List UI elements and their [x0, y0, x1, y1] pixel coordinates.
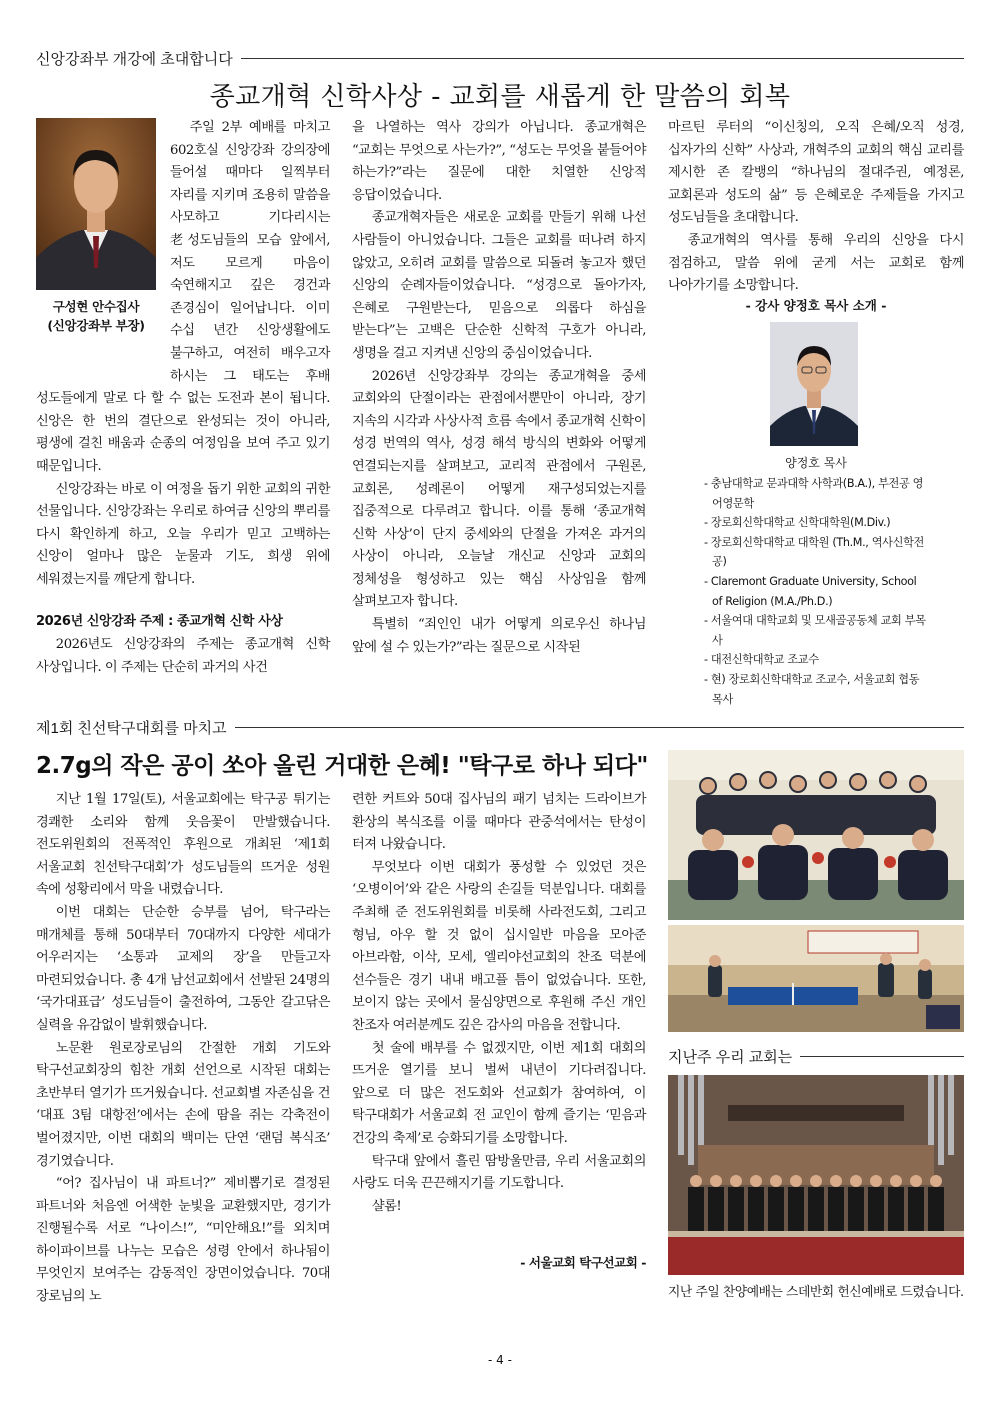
header-rule: [235, 727, 964, 728]
section-header-lastweek: [668, 1046, 964, 1067]
section-label: 지난주 우리 교회는: [668, 1049, 793, 1066]
author-role: (신앙강좌부 부장): [47, 318, 145, 333]
article1-column-2: [352, 117, 646, 659]
paragraph: 첫 술에 배부를 수 없겠지만, 이번 제1회 대회의 뜨거운 열기를 보니 벌써 내년이 기다려집니다. 앞으로 더 많은 전도회와 선교회가 참여하여, 이 탁구대회가 서울교회 전 교인이 함께 즐기는 ‘믿음과 건강의 축제’로 승화되기를 소망합니다.: [352, 1040, 646, 1146]
paragraph: 지난 1월 17일(토), 서울교회에는 탁구공 튀기는 경쾌한 소리와 함께 웃음꽃이 만발했습니다. 전도위원회의 전폭적인 후원으로 개최된 ‘제1회 서울교회 친선탁구대회’가 성도님들의 뜨거운 성원 속에 성황리에서 막을 내렸습니다.: [36, 792, 330, 898]
paragraph: 종교개혁의 역사를 통해 우리의 신앙을 다시 점검하고, 말씀 위에 굳게 서는 교회로 함께 나아가기를 소망합니다.: [668, 232, 964, 294]
photo-wrap-spacer: [36, 117, 170, 367]
paragraph: 탁구대 앞에서 흘린 땀방울만큼, 우리 서울교회의 사랑도 더욱 끈끈해지기를 기도합니다.: [352, 1153, 646, 1192]
career-item: - 서울여대 대학교회 및 모새골공동체 교회 부목사: [704, 611, 928, 650]
career-item: - 현) 장로회신학대학교 조교수, 서울교회 협동목사: [704, 670, 928, 709]
page-number: - 4 -: [488, 1353, 512, 1367]
lecturer-career-list: [704, 474, 928, 709]
choir-caption: [668, 1282, 964, 1304]
section-header-lectures: [36, 48, 964, 69]
section-header-tabletennis: [36, 717, 964, 738]
career-item: - 충남대학교 문과대학 사학과(B.A.), 부전공 영어영문학: [704, 474, 928, 513]
career-item: - Claremont Graduate University, School of Religion (M.A./Ph.D.): [704, 572, 928, 611]
section-label: 신앙강좌부 개강에 초대합니다: [36, 51, 233, 68]
paragraph: 마르틴 루터의 “이신칭의, 오직 은혜/오직 성경, 십자가의 신학” 사상과, 개혁주의 교회의 핵심 교리를 제시한 존 칼뱅의 “하나님의 절대주권, 예정론, 교회론과 성도의 삶” 등 은혜로운 주제들을 가지고 성도님들을 초대합니다.: [668, 120, 964, 226]
lecturer-photo: [770, 322, 858, 446]
paragraph: 무엇보다 이번 대회가 풍성할 수 있었던 것은 ‘오병이어’와 같은 사랑의 손길들 덕분입니다. 대회를 주최해 준 전도위원회를 비롯해 사라전도회, 그리고 형님, 아우 할 것 없이 십시일반 마음을 모아준 아브라함, 이삭, 모세, 엘리야선교회의 찬조 덕분에 선수들은 경기 내내 배고플 틈이 없었습니다. 또한, 보이지 않는 곳에서 물심양면으로 후원해 주신 개인 찬조자 여러분께도 깊은 감사의 마음을 전합니다.: [352, 859, 646, 1033]
group-photo: [668, 750, 964, 920]
career-item: - 장로회신학대학교 신학대학원(M.Div.): [704, 513, 928, 533]
paragraph: “어? 집사님이 내 파트너?” 제비뽑기로 결정된 파트너와 처음엔 어색한 눈빛을 교환했지만, 경기가 진행될수록 서로 “나이스!”, “미안해요!”를 외치며 하이파이브를 나누는 모습은 성령 안에서 하나됨이 무엇인지 보여주는 감동적인 장면이었습니다. 70대 장로님의 노: [36, 1176, 330, 1305]
article1-column-1: [36, 117, 330, 679]
paragraph: 을 나열하는 역사 강의가 아닙니다. 종교개혁은 “교회는 무엇으로 사는가?”, “성도는 무엇을 붙들어야 하는가?”라는 질문에 대한 치열한 신앙적 응답이었습니다.: [352, 120, 646, 203]
paragraph: 신앙강좌는 바로 이 여정을 돕기 위한 교회의 귀한 선물입니다. 신앙강좌는 우리로 하여금 신앙의 뿌리를 다시 확인하게 하고, 오늘 우리가 믿고 고백하는 신앙이 얼마나 많은 눈물과 기도, 희생 위에 세워졌는지를 깨닫게 합니다.: [36, 481, 330, 587]
article1-column-3: [668, 117, 964, 298]
paragraph: 노문환 원로장로님의 간절한 개회 기도와 탁구선교회장의 힘찬 개회 선언으로 시작된 대회는 초반부터 열기가 뜨거웠습니다. 선교회별 자존심을 건 ‘대표 3팀 대항전’에서는 손에 땀을 쥐는 각축전이 벌어졌지만, 이번 대회의 백미는 단연 ‘랜덤 복식조’ 경기였습니다.: [36, 1040, 330, 1169]
career-item: - 대전신학대학교 조교수: [704, 650, 928, 670]
paragraph: 련한 커트와 50대 집사님의 패기 넘치는 드라이브가 환상의 복식조를 이룰 때마다 관중석에서는 탄성이 터져 나왔습니다.: [352, 792, 646, 853]
lecturer-heading: - 강사 양정호 목사 소개 -: [745, 298, 887, 313]
subheading-theme: 2026년 신앙강좌 주제 : 종교개혁 신학 사상: [36, 614, 283, 630]
lecturer-name: 양정호 목사: [785, 456, 847, 470]
choir-photo: [668, 1075, 964, 1275]
author-name: 구성현 안수집사: [52, 299, 140, 314]
header-rule: [241, 58, 964, 59]
article2-column-1: [36, 789, 330, 1309]
paragraph: 주일 2부 예배를 마치고 602호실 신앙강좌 강의장에 들어설 때마다 일찍부터 자리를 지키며 조용히 말씀을 사모하고 기다리시는 老성도님들의 모습 앞에서, 저도 모르게 마음이 숙연해지고 깊은 경건과 존경심이 일어납니다. 이미 수십 년간 신앙생활에도 불구하고, 여전히 배우고자 하시는 그 태도는 후배 성도들에게 말로 다 할 수 없는 도전과 본이 됩니다. 신앙은 한 번의 결단으로 완성되는 것이 아니라, 평생에 걸친 배움과 순종의 여정임을 보여 주고 있기 때문입니다.: [36, 120, 330, 474]
paragraph: 이번 대회는 단순한 승부를 넘어, 탁구라는 매개체를 통해 50대부터 70대까지 다양한 세대가 어우러지는 ‘소통과 교제의 장’을 만들고자 마련되었습니다. 총 4개 남선교회에서 선발된 24명의 ‘국가대표급’ 성도님들이 출전하여, 그동안 갈고닦은 실력을 유감없이 발휘했습니다.: [36, 904, 330, 1033]
paragraph: 특별히 “죄인인 내가 어떻게 의로우신 하나님 앞에 설 수 있는가?”라는 질문으로 시작된: [352, 617, 646, 655]
match-photo: [668, 925, 964, 1032]
section-label: 제1회 친선탁구대회를 마치고: [36, 720, 227, 737]
paragraph: 샬롬!: [371, 1198, 402, 1214]
headline-reformation: 종교개혁 신학사상 - 교회를 새롭게 한 말씀의 회복: [209, 82, 791, 112]
paragraph: 2026년도 신앙강좌의 주제는 종교개혁 신학 사상입니다. 이 주제는 단순히 과거의 사건: [36, 637, 330, 675]
headline-tabletennis: 2.7g의 작은 공이 쏘아 올린 거대한 은혜! "탁구로 하나 되다": [36, 753, 648, 779]
article2-column-2: [352, 789, 646, 1275]
header-rule: [800, 1056, 964, 1057]
caption-text: 지난 주일 찬양예배는 스데반회 헌신예배로 드렸습니다.: [668, 1285, 964, 1300]
signature: - 서울교회 탁구선교회 -: [520, 1255, 646, 1271]
career-item: - 장로회신학대학교 대학원 (Th.M., 역사신학전공): [704, 533, 928, 572]
paragraph: 종교개혁자들은 새로운 교회를 만들기 위해 나선 사람들이 아니었습니다. 그들은 교회를 떠나려 하지 않았고, 오히려 교회를 말씀으로 되돌려 놓고자 했던 신앙의 순례자들이었습니다. “성경으로 돌아가자, 은혜로 구원받는다, 믿음으로 의롭다 하심을 받는다”는 고백은 단순한 신학적 구호가 아니라, 생명을 걸고 지켜낸 신앙의 중심이었습니다.: [352, 210, 646, 361]
paragraph: 2026년 신앙강좌부 강의는 종교개혁을 중세 교회와의 단절이라는 관점에서뿐만이 아니라, 장기 지속의 시각과 사상사적 흐름 속에서 종교개혁 신학이 성경 번역의 역사, 성경 해석 방식의 변화와 어떻게 연결되는지를 살펴보고, 교리적 관점에서 구원론, 교회론, 성례론이 어떻게 재구성되었는지를 집중적으로 다루려고 합니다. 이를 통해 ‘종교개혁 신학 사상’이 단지 중세와의 단절을 가져온 과거의 사상이 아니라, 오늘날 개신교 신앙과 교회의 정체성을 형성하고 있는 핵심 사상임을 함께 살펴보고자 합니다.: [352, 368, 646, 610]
